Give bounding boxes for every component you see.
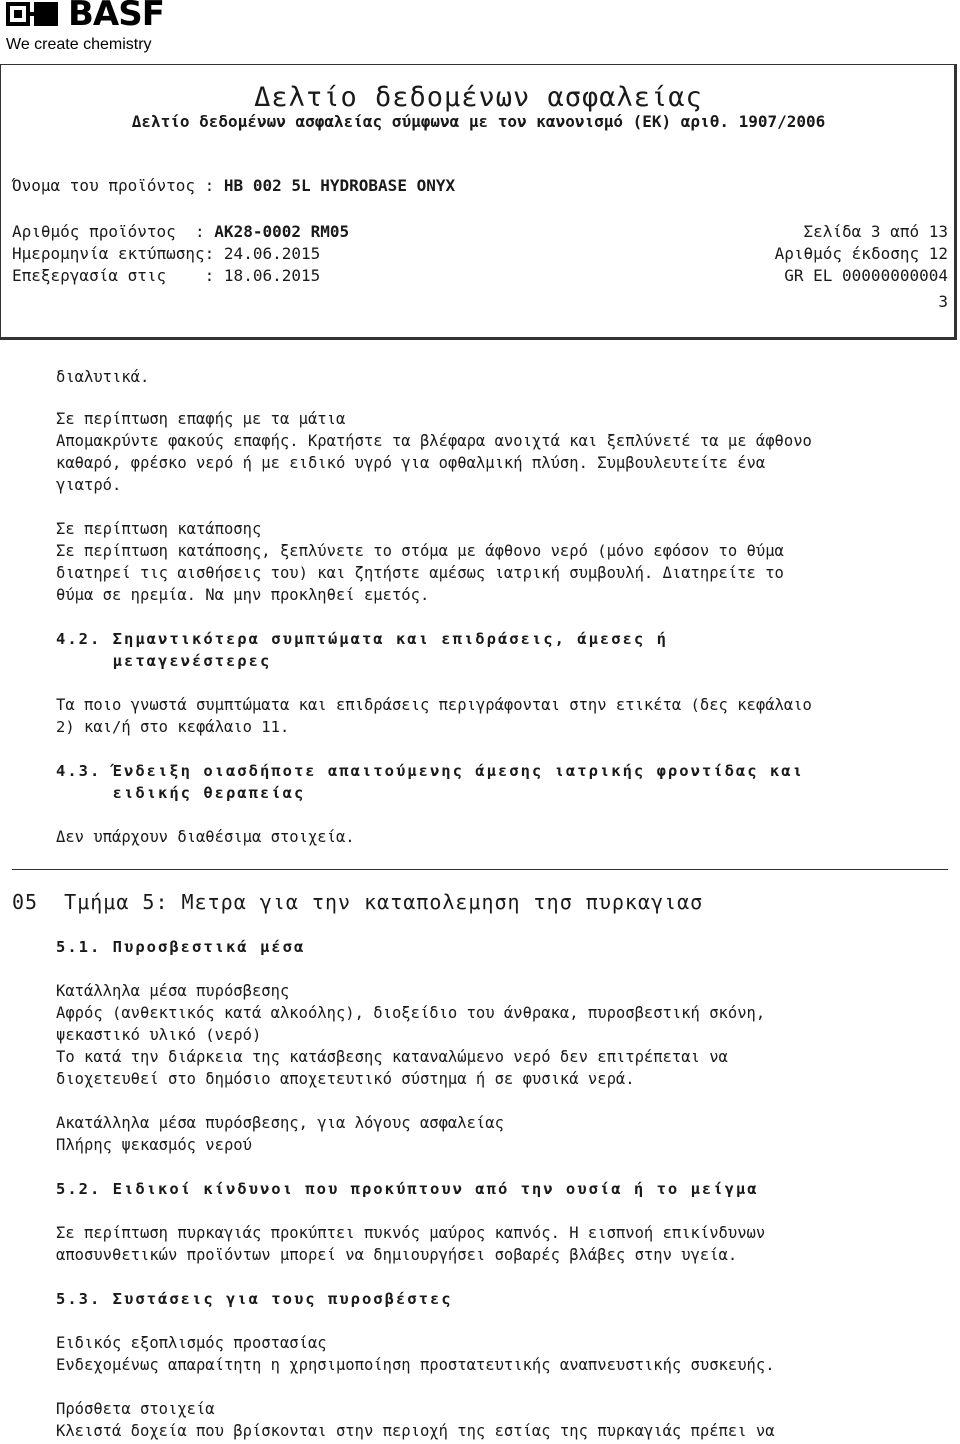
- product-name-row: [12, 176, 455, 195]
- text-line: διατηρεί τις αισθήσεις του) και ζητήστε αμέσως ιατρική συμβουλή. Διατηρείτε το: [56, 564, 784, 582]
- text-line: Απομακρύντε φακούς επαφής. Κρατήστε τα βλέφαρα ανοιχτά και ξεπλύνετέ τα με άφθονο: [56, 432, 812, 450]
- text-line: διαλυτικά.: [56, 368, 150, 386]
- text-line: διοχετευθεί στο δημόσιο αποχετευτικό σύστημα ή σε φυσικά νερά.: [56, 1070, 635, 1088]
- document-code: GR EL 00000000004: [784, 266, 948, 285]
- text-line: Ενδεχομένως απαραίτητη η χρησιμοποίηση προστατευτικής αναπνευστικής συσκευής.: [56, 1356, 775, 1374]
- product-name-label: Όνομα του προϊόντος :: [12, 176, 224, 195]
- document-subtitle: Δελτίο δεδομένων ασφαλείας σύμφωνα με τον κανονισμό (ΕΚ) αριθ. 1907/2006: [131, 112, 826, 131]
- text-line: Τα ποιο γνωστά συμπτώματα και επιδράσεις περιγράφονται στην ετικέτα (δες κεφάλαιο: [56, 696, 812, 714]
- page-indicator: Σελίδα 3 από 13: [803, 222, 948, 241]
- basf-logo-mark-icon: [6, 0, 62, 30]
- section-divider: [12, 869, 948, 870]
- basf-logo: [6, 0, 164, 53]
- eye-contact-heading: Σε περίπτωση επαφής με τα μάτια: [56, 410, 346, 428]
- section-5-3-title: 5.3. Συστάσεις για τους πυροσβέστες: [56, 1290, 453, 1308]
- product-number-label: Αριθμός προϊόντος :: [12, 222, 215, 241]
- text-line: θύμα σε ηρεμία. Να μην προκληθεί εμετός.: [56, 586, 430, 604]
- protective-equipment-heading: Ειδικός εξοπλισμός προστασίας: [56, 1334, 327, 1352]
- text-line: 2) και/ή στο κεφάλαιο 11.: [56, 718, 290, 736]
- text-line: καθαρό, φρέσκο νερό ή με ειδικό υγρό για οφθαλμική πλύση. Συμβουλευτείτε ένα: [56, 454, 766, 472]
- revised-date-label: Επεξεργασία στις :: [12, 266, 224, 285]
- section-5-2-title: 5.2. Ειδικοί κίνδυνοι που προκύπτουν από την ουσία ή το μείγμα: [56, 1180, 759, 1198]
- product-number: AK28-0002 RM05: [214, 222, 350, 241]
- revised-date-row: [12, 266, 320, 285]
- print-date-label: Ημερομηνία εκτύπωσης:: [12, 244, 224, 263]
- text-line: ψεκαστικό υλικό (νερό): [56, 1026, 262, 1044]
- text-line: Πλήρης ψεκασμός νερού: [56, 1136, 252, 1154]
- version-number: Αριθμός έκδοσης 12: [774, 244, 948, 263]
- section-5-title: 05 Τμήμα 5: Μετρα για την καταπολεμηση τησ πυρκαγιασ: [12, 890, 704, 914]
- logo-tagline: We create chemistry: [6, 36, 152, 53]
- section-4-2-title: 4.2. Σημαντικότερα συμπτώματα και επιδράσεις, άμεσες ή: [56, 630, 668, 648]
- revised-date: 18.06.2015: [223, 266, 321, 285]
- section-4-3-title: 4.3. Ένδειξη οιασδήποτε απαιτούμενης άμεσης ιατρικής φροντίδας και: [56, 762, 804, 780]
- product-name: HB 002 5L HYDROBASE ONYX: [223, 176, 456, 195]
- text-line: γιατρό.: [56, 476, 122, 494]
- ingestion-heading: Σε περίπτωση κατάποσης: [56, 520, 262, 538]
- suitable-media-heading: Κατάλληλα μέσα πυρόσβεσης: [56, 982, 290, 1000]
- text-line: Σε περίπτωση κατάποσης, ξεπλύνετε το στόμα με άφθονο νερό (μόνο εφόσον το θύμα: [56, 542, 784, 560]
- text-line: Αφρός (ανθεκτικός κατά αλκοόλης), διοξείδιο του άνθρακα, πυροσβεστική σκόνη,: [56, 1004, 766, 1022]
- document-code-suffix: 3: [938, 292, 948, 311]
- basf-wordmark: BASF: [68, 0, 164, 34]
- text-line: Σε περίπτωση πυρκαγιάς προκύπτει πυκνός μαύρος καπνός. Η εισπνοή επικίνδυνων: [56, 1224, 766, 1242]
- print-date: 24.06.2015: [223, 244, 321, 263]
- section-5-1-title: 5.1. Πυροσβεστικά μέσα: [56, 938, 306, 956]
- text-line: αποσυνθετικών προϊόντων μπορεί να δημιουργήσει σοβαρές βλάβες στην υγεία.: [56, 1246, 738, 1264]
- text-line: Δεν υπάρχουν διαθέσιμα στοιχεία.: [56, 828, 355, 846]
- text-line: Κλειστά δοχεία που βρίσκονται στην περιοχή της εστίας της πυρκαγιάς πρέπει να: [56, 1422, 775, 1440]
- section-4-3-title-cont: ειδικής θεραπείας: [56, 784, 306, 802]
- additional-info-heading: Πρόσθετα στοιχεία: [56, 1400, 215, 1418]
- document-title: Δελτίο δεδομένων ασφαλείας: [254, 82, 703, 113]
- text-line: Το κατά την διάρκεια της κατάσβεσης καταναλώμενο νερό δεν επιτρέπεται να: [56, 1048, 728, 1066]
- product-number-row: [12, 222, 349, 241]
- print-date-row: [12, 244, 320, 263]
- unsuitable-media-heading: Ακατάλληλα μέσα πυρόσβεσης, για λόγους ασφαλείας: [56, 1114, 504, 1132]
- section-4-2-title-cont: μεταγενέστερες: [56, 652, 272, 670]
